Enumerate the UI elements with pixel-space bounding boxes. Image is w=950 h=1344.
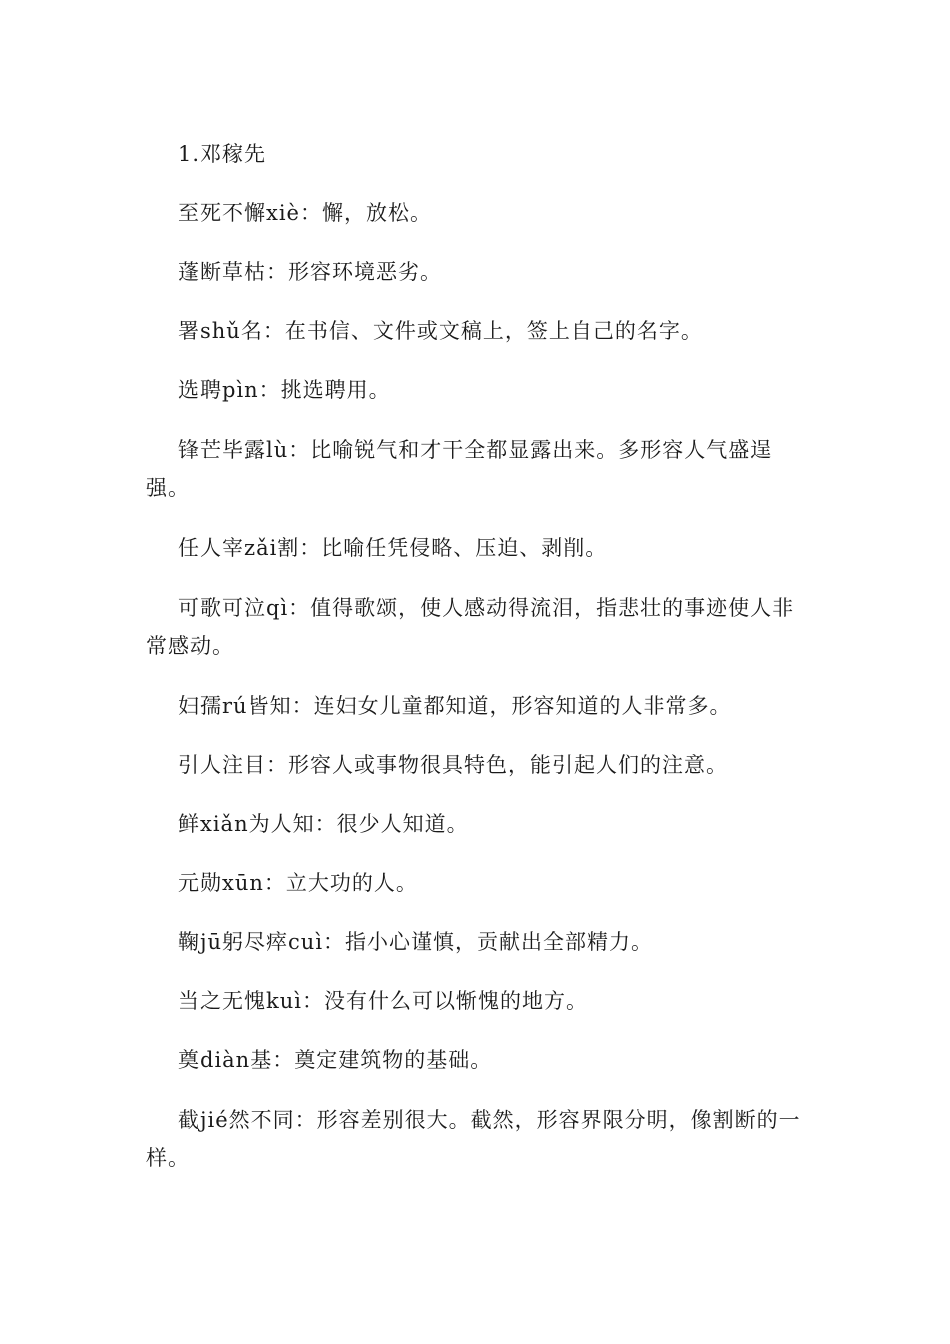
- vocab-entry: 引人注目：形容人或事物很具特色，能引起人们的注意。: [178, 753, 728, 777]
- vocab-entry: 可歌可泣qì：值得歌颂，使人感动得流泪，指悲壮的事迹使人非常感动。: [146, 596, 795, 658]
- vocab-entry: 元勋xūn：立大功的人。: [178, 871, 418, 895]
- vocab-entry: 当之无愧kuì：没有什么可以惭愧的地方。: [178, 989, 588, 1013]
- vocab-entry: 妇孺rú皆知：连妇女儿童都知道，形容知道的人非常多。: [178, 694, 732, 718]
- vocab-entry: 鞠jū躬尽瘁cuì：指小心谨慎，贡献出全部精力。: [178, 930, 654, 954]
- vocab-entry: 选聘pìn：挑选聘用。: [178, 378, 391, 402]
- vocab-entry: 锋芒毕露lù：比喻锐气和才干全都显露出来。多形容人气盛逞强。: [146, 438, 773, 500]
- vocab-entry: 蓬断草枯：形容环境恶劣。: [178, 260, 442, 284]
- vocabulary-list: [146, 136, 806, 1200]
- vocab-entry: 任人宰zǎi割：比喻任凭侵略、压迫、剥削。: [178, 536, 608, 560]
- vocab-entry: 奠diàn基：奠定建筑物的基础。: [178, 1048, 493, 1072]
- vocab-entry: 截jié然不同：形容差别很大。截然，形容界限分明，像割断的一样。: [146, 1108, 801, 1170]
- lesson-title: 1.邓稼先: [178, 142, 267, 166]
- vocab-entry: 鲜xiǎn为人知：很少人知道。: [178, 812, 469, 836]
- vocab-entry: 署shǔ名：在书信、文件或文稿上，签上自己的名字。: [178, 319, 703, 343]
- vocab-entry: 至死不懈xiè：懈，放松。: [178, 201, 432, 225]
